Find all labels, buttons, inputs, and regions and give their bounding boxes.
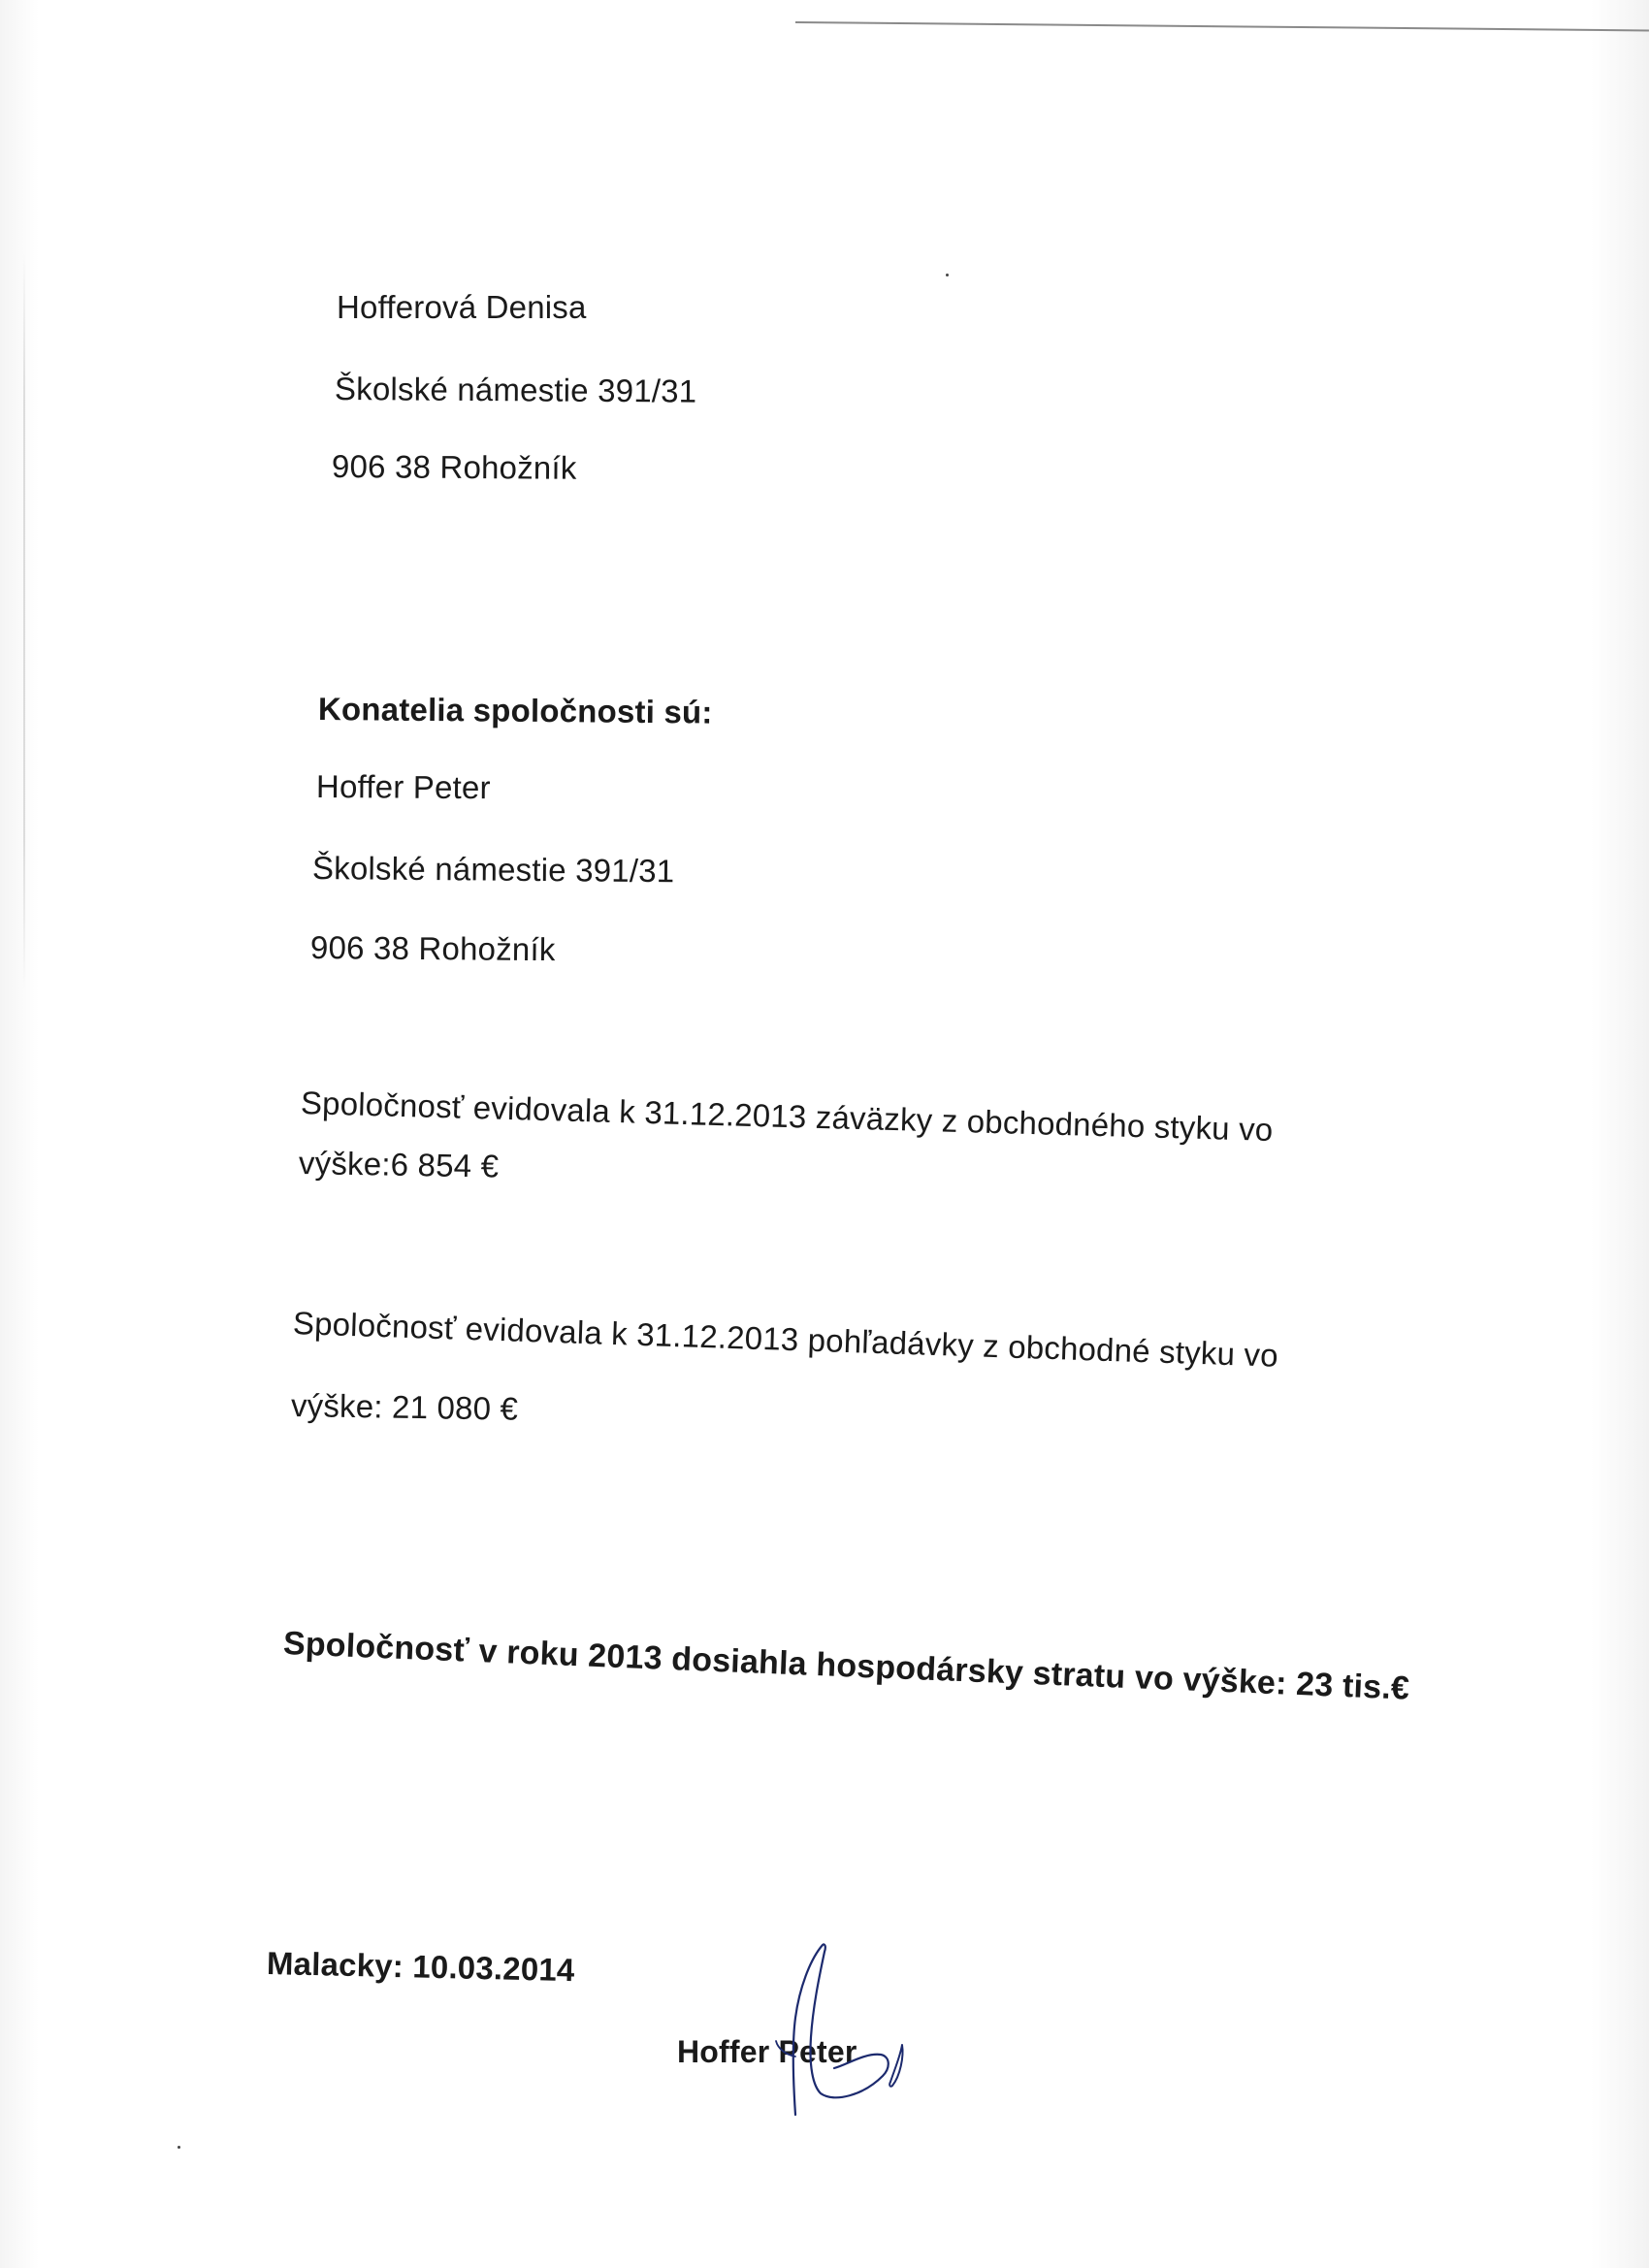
receivables-line-2: výške: 21 080 €: [290, 1387, 519, 1427]
recipient-street: Školské námestie 391/31: [334, 371, 697, 409]
recipient-city: 906 38 Rohožník: [331, 448, 577, 486]
signatory-name: Hoffer Peter: [677, 2034, 857, 2069]
liabilities-line-1: Spoločnosť evidovala k 31.12.2013 záväzky z obchodného styku vo: [300, 1085, 1274, 1148]
place-date: Malacky: 10.03.2014: [266, 1945, 575, 1989]
executive-name: Hoffer Peter: [315, 768, 491, 806]
handwritten-signature: [757, 1940, 931, 2134]
executive-city: 906 38 Rohožník: [309, 929, 556, 968]
receivables-line-1: Spoločnosť evidovala k 31.12.2013 pohľadávky z obchodné styku vo: [292, 1305, 1279, 1374]
result-statement: Spoločnosť v roku 2013 dosiahla hospodársky stratu vo výške: 23 tis.€: [282, 1625, 1410, 1707]
executives-heading: Konatelia spoločnosti sú:: [317, 691, 713, 730]
scan-edge-top: [795, 21, 1649, 31]
scan-speck: [946, 274, 949, 276]
scan-edge-left: [23, 252, 25, 989]
executive-street: Školské námestie 391/31: [311, 850, 675, 890]
scan-speck: [178, 2146, 180, 2149]
liabilities-line-2: výške:6 854 €: [298, 1145, 500, 1184]
recipient-name: Hofferová Denisa: [337, 289, 587, 325]
